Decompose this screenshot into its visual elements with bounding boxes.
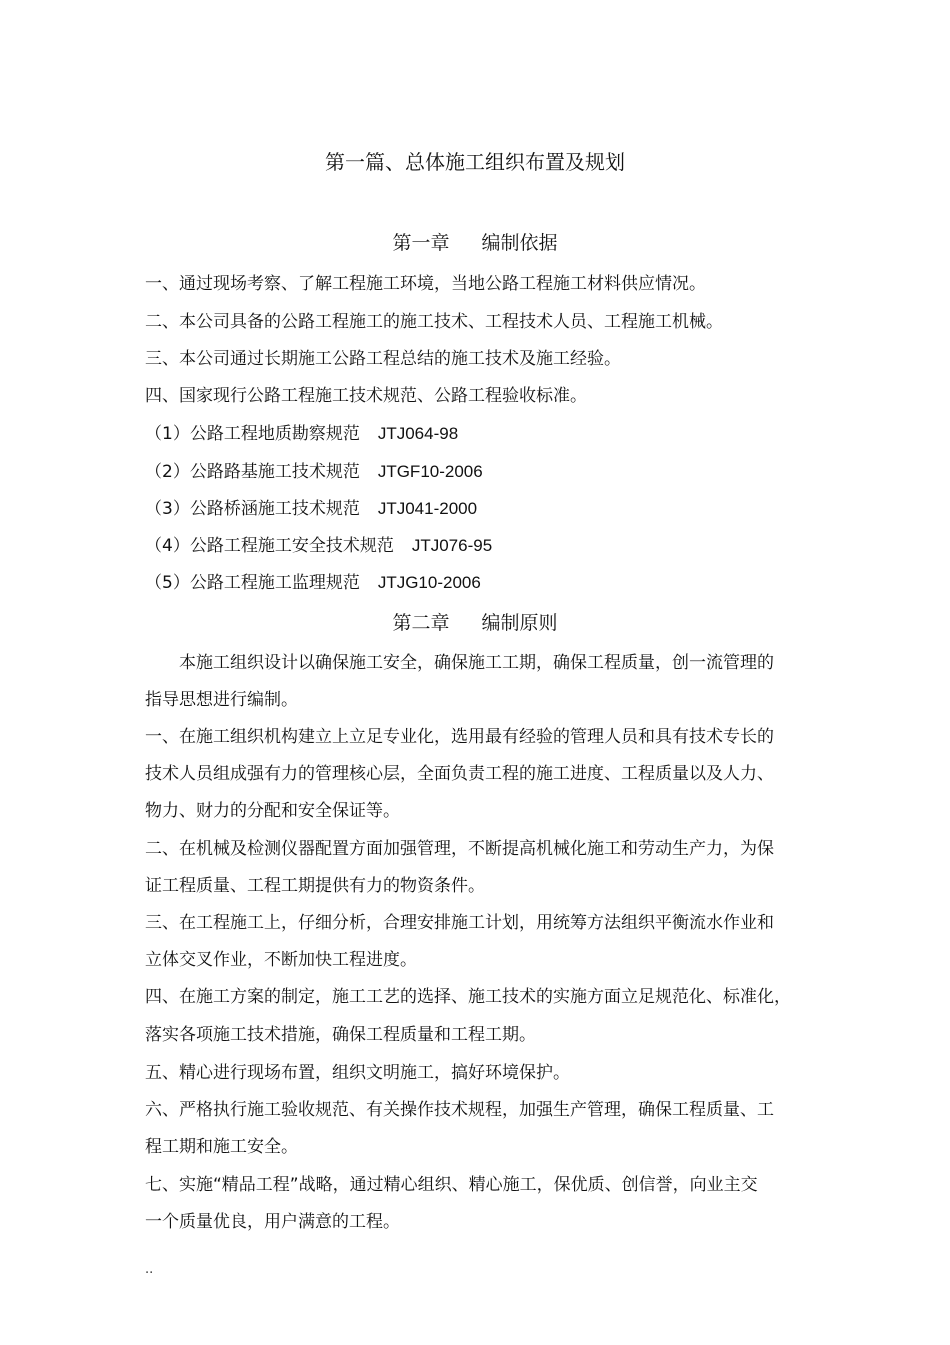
principle-line-8: 四、在施工方案的制定，施工工艺的选择、施工技术的实施方面立足规范化、标准化，	[145, 987, 791, 1007]
chapter-1-number: 第一章	[392, 232, 450, 254]
reference-code: JTGF10-2006	[377, 462, 483, 481]
basis-item-3: 三、本公司通过长期施工公路工程总结的施工技术及施工经验。	[145, 349, 621, 369]
principle-line-9: 落实各项施工技术措施，确保工程质量和工程工期。	[145, 1025, 536, 1045]
reference-code: JTJ041-2000	[377, 499, 478, 518]
reference-code: JTJG10-2006	[377, 573, 481, 592]
reference-item-4	[145, 527, 815, 565]
principle-line-14: 一个质量优良，用户满意的工程。	[145, 1212, 400, 1232]
principle-line-1: 一、在施工组织机构建立上立足专业化，选用最有经验的管理人员和具有技术专长的	[145, 727, 774, 747]
principle-line-12: 程工期和施工安全。	[145, 1137, 298, 1157]
principle-line-11: 六、严格执行施工验收规范、有关操作技术规程，加强生产管理，确保工程质量、工	[145, 1100, 774, 1120]
chapter-2-heading	[0, 608, 950, 638]
reference-item-1	[145, 415, 815, 453]
reference-label: （3）公路桥涵施工技术规范	[145, 499, 360, 519]
reference-item-3	[145, 490, 815, 528]
reference-item-2	[145, 453, 815, 491]
reference-label: （1）公路工程地质勘察规范	[145, 424, 360, 444]
principle-line-3: 物力、财力的分配和安全保证等。	[145, 801, 400, 821]
principle-line-4: 二、在机械及检测仪器配置方面加强管理，不断提高机械化施工和劳动生产力，为保	[145, 839, 774, 859]
chapter-2-number: 第二章	[392, 612, 450, 634]
chapter-1-title: 编制依据	[481, 232, 558, 254]
reference-label: （5）公路工程施工监理规范	[145, 573, 360, 593]
principle-line-6: 三、在工程施工上，仔细分析，合理安排施工计划，用统筹方法组织平衡流水作业和	[145, 913, 774, 933]
principle-intro-line-2: 指导思想进行编制。	[145, 690, 298, 710]
principle-line-5: 证工程质量、工程工期提供有力的物资条件。	[145, 876, 485, 896]
reference-item-5	[145, 564, 815, 602]
principle-intro-line-1: 本施工组织设计以确保施工安全，确保施工工期，确保工程质量，创一流管理的	[179, 653, 774, 673]
principle-line-13: 七、实施“精品工程”战略，通过精心组织、精心施工，保优质、创信誉，向业主交	[145, 1175, 758, 1195]
reference-label: （4）公路工程施工安全技术规范	[145, 536, 394, 556]
chapter-2-title: 编制原则	[481, 612, 558, 634]
reference-code: JTJ064-98	[377, 424, 459, 443]
reference-code: JTJ076-95	[411, 536, 493, 555]
chapter-1-heading	[0, 228, 950, 258]
reference-label: （2）公路路基施工技术规范	[145, 462, 360, 482]
part-title: 第一篇、总体施工组织布置及规划	[325, 150, 625, 174]
basis-item-4: 四、国家现行公路工程施工技术规范、公路工程验收标准。	[145, 386, 587, 406]
principle-line-10: 五、精心进行现场布置，组织文明施工，搞好环境保护。	[145, 1063, 570, 1083]
footer-marker: ..	[145, 1262, 154, 1277]
basis-item-2: 二、本公司具备的公路工程施工的施工技术、工程技术人员、工程施工机械。	[145, 312, 723, 332]
principle-line-2: 技术人员组成强有力的管理核心层，全面负责工程的施工进度、工程质量以及人力、	[145, 764, 774, 784]
principle-line-7: 立体交叉作业，不断加快工程进度。	[145, 950, 417, 970]
basis-item-1: 一、通过现场考察、了解工程施工环境，当地公路工程施工材料供应情况。	[145, 274, 706, 294]
